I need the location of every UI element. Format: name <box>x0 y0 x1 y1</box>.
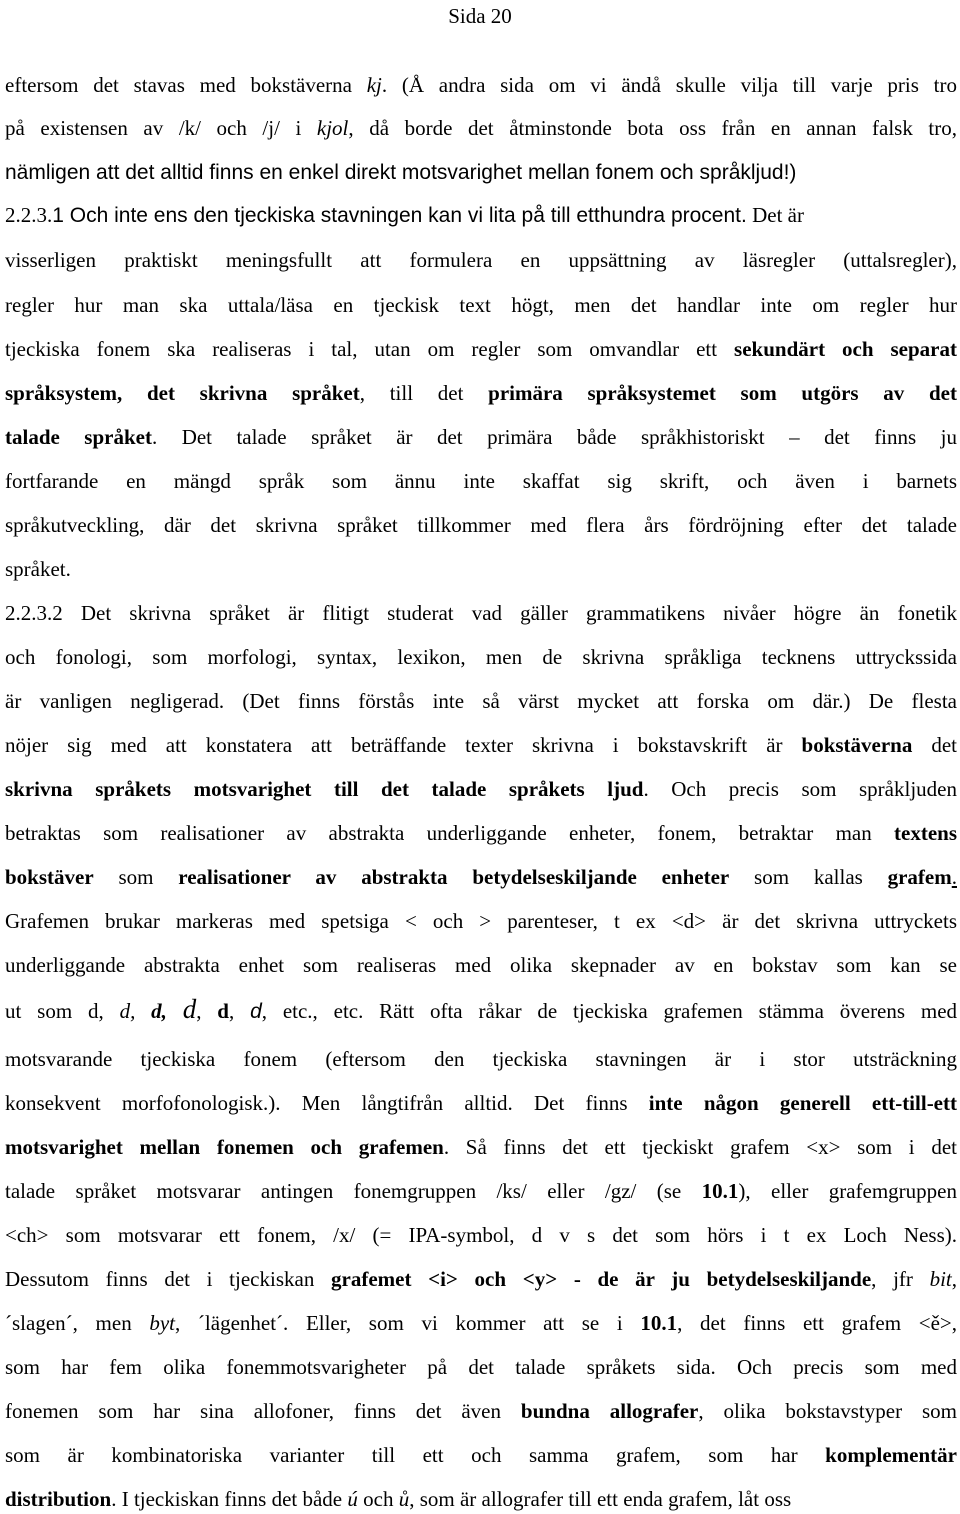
text-segment: 10.1 <box>701 1179 739 1203</box>
text-segment <box>135 999 151 1023</box>
text-segment: språket. <box>5 557 71 581</box>
text-segment: grafemet <i> och <y> - de är ju betydelseskiljande <box>331 1267 872 1291</box>
text-line <box>5 730 957 760</box>
text-line <box>5 686 957 716</box>
text-line <box>5 1220 957 1250</box>
text-segment: 1 Och inte ens den tjeckiska stavningen kan vi lita på till etthundra procent. <box>52 204 747 227</box>
text-line <box>5 642 957 672</box>
text-segment: d <box>250 1000 262 1023</box>
text-segment: Grafemen brukar markeras med spetsiga < och > parenteser, t ex <d> är det skrivna uttryckets <box>5 909 957 933</box>
text-segment: som har fem olika fonemmotsvarigheter på det talade språkets sida. Och precis som med <box>5 1355 957 1379</box>
text-segment: Dessutom finns det i tjeckiskan <box>5 1267 331 1291</box>
text-segment: som <box>93 865 179 889</box>
text-segment: språkutveckling, där det skrivna språket tillkommer med flera års fördröjning efter det talade <box>5 513 957 537</box>
text-segment: byt <box>149 1311 176 1335</box>
text-segment: 10.1 <box>640 1311 678 1335</box>
text-segment: <ch> som motsvarar ett fonem, /x/ (= IPA-symbol, d v s det som hörs i t ex Loch Ness). <box>5 1223 957 1247</box>
text-segment: , som är allografer till ett enda grafem, låt oss <box>409 1487 792 1511</box>
text-line <box>5 1396 957 1426</box>
text-segment: underliggande abstrakta enhet som realiseras med olika skepnader av en bokstav som kan se <box>5 953 957 977</box>
text-line <box>5 1352 957 1382</box>
text-segment: . Så finns det ett tjeckiskt grafem <x> som i det <box>443 1135 957 1159</box>
text-segment: regler hur man ska uttala/läsa en tjeckisk text högt, men det handlar inte om regler hur <box>5 293 957 317</box>
text-line <box>5 906 957 936</box>
text-line <box>5 1088 957 1118</box>
text-segment: d <box>182 994 197 1024</box>
text-segment: fortfarande en mängd språk som ännu inte skaffat sig skrift, och även i barnets <box>5 469 957 493</box>
text-segment: , då borde det åtminstonde bota oss från en annan falsk tro, <box>348 116 957 140</box>
text-segment: grafem <box>887 865 952 889</box>
text-segment: distribution <box>5 1487 112 1511</box>
text-line <box>5 1044 957 1074</box>
text-segment: konsekvent morfofonologisk.). Men långtifrån alltid. Det finns <box>5 1091 649 1115</box>
text-line <box>5 1484 957 1514</box>
text-segment: bokstäver <box>5 865 94 889</box>
text-segment: , ´lägenhet´. Eller, som vi kommer att se i <box>175 1311 641 1335</box>
text-segment: . Det talade språket är det primära både språkhistoriskt – det finns ju <box>151 425 957 449</box>
text-segment: nöjer sig med att konstatera att beträffande texter skrivna i bokstavskrift är <box>5 733 802 757</box>
text-segment: skrivna språkets motsvarighet till det talade språkets ljud <box>5 777 644 801</box>
text-line <box>5 1132 957 1162</box>
text-segment: tjeckiska fonem ska realiseras i tal, utan om regler som omvandlar ett <box>5 337 735 361</box>
text-segment: d, <box>151 999 167 1023</box>
text-segment: kjol <box>316 116 349 140</box>
text-segment: komplementär <box>825 1443 957 1467</box>
text-line <box>5 994 957 1024</box>
text-segment <box>167 999 183 1023</box>
text-segment: betraktas som realisationer av abstrakta underliggande enheter, fonem, betraktar man <box>5 821 895 845</box>
text-segment: språksystem, det skrivna språket <box>5 381 360 405</box>
text-line <box>5 290 957 320</box>
text-line <box>5 598 957 628</box>
text-segment: , jfr <box>871 1267 930 1291</box>
text-line <box>5 1176 957 1206</box>
text-line <box>5 950 957 980</box>
text-segment: , det finns ett grafem <ě>, <box>677 1311 958 1335</box>
text-segment: talade språket <box>5 425 152 449</box>
text-segment: . (Å andra sida om vi ändå skulle vilja till varje pris tro <box>381 73 957 97</box>
text-line <box>5 1308 957 1338</box>
text-line <box>5 862 957 892</box>
text-segment: ů <box>398 1487 410 1511</box>
text-segment: kj <box>366 73 382 97</box>
text-segment: textens <box>894 821 957 845</box>
text-segment: är vanligen negligerad. (Det finns förstås inte så värst mycket att forska om där.) De flesta <box>5 689 957 713</box>
text-segment: realisationer av abstrakta betydelseskiljande enheter <box>178 865 730 889</box>
text-segment: , <box>196 999 218 1023</box>
text-segment: , olika bokstavstyper som <box>698 1399 957 1423</box>
text-line <box>5 334 957 364</box>
text-segment: och <box>357 1487 399 1511</box>
text-segment: inte någon generell ett-till-ett <box>648 1091 957 1115</box>
text-line <box>5 818 957 848</box>
text-segment: , etc., etc. Rätt ofta råkar de tjeckiska grafemen stämma överens med <box>261 999 958 1023</box>
text-segment: nämligen att det alltid finns en enkel direkt motsvarighet mellan fonem och språkljud!) <box>5 161 797 184</box>
text-segment: bit <box>929 1267 952 1291</box>
text-segment: Det är <box>746 203 804 227</box>
text-segment: bundna allografer <box>520 1399 699 1423</box>
text-segment: , <box>951 1267 957 1291</box>
text-segment: 2.2.3. <box>5 203 53 227</box>
text-segment: ), eller grafemgruppen <box>738 1179 957 1203</box>
text-segment: visserligen praktiskt meningsfullt att formulera en uppsättning av läsregler (uttalsregler), <box>5 248 957 272</box>
text-line <box>5 1440 957 1470</box>
text-segment: som är kombinatoriska varianter till ett och samma grafem, som har <box>5 1443 826 1467</box>
text-line <box>5 70 957 100</box>
text-line <box>5 466 957 496</box>
text-line <box>5 1264 957 1294</box>
text-segment: sekundärt och separat <box>734 337 957 361</box>
text-segment: d, <box>119 999 136 1023</box>
text-segment: . Och precis som språkljuden <box>643 777 957 801</box>
text-line <box>5 245 957 275</box>
text-segment: bokstäverna <box>801 733 913 757</box>
text-segment: , till det <box>359 381 489 405</box>
text-line <box>5 554 957 584</box>
page-number: Sida 20 <box>448 4 512 28</box>
text-segment: och fonologi, som morfologi, syntax, lexikon, men de skrivna språkliga tecknens uttryckssida <box>5 645 957 669</box>
text-segment: det <box>912 733 958 757</box>
text-segment: ú <box>347 1487 358 1511</box>
text-segment: . I tjeckiskan finns det både <box>111 1487 348 1511</box>
text-segment: d <box>217 999 229 1023</box>
text-segment: eftersom det stavas med bokstäverna <box>5 73 367 97</box>
text-line <box>5 510 957 540</box>
text-line <box>5 200 957 230</box>
text-line <box>5 157 957 187</box>
text-line <box>5 378 957 408</box>
text-line <box>5 774 957 804</box>
text-line <box>5 422 957 452</box>
text-segment: ´slagen´, men <box>5 1311 150 1335</box>
text-segment: , <box>228 999 251 1023</box>
text-segment: 2.2.3.2 Det skrivna språket är flitigt studerat vad gäller grammatikens nivåer högre än fonetik <box>5 601 957 625</box>
text-segment: ut som d, <box>5 999 120 1023</box>
text-segment: . <box>951 865 957 889</box>
text-line <box>5 113 957 143</box>
text-segment: som kallas <box>729 865 888 889</box>
text-segment: primära språksystemet som utgörs av det <box>488 381 957 405</box>
text-segment: på existensen av /k/ och /j/ i <box>5 116 317 140</box>
text-segment: motsvarighet mellan fonemen och grafemen <box>5 1135 444 1159</box>
text-segment: talade språket motsvarar antingen fonemgruppen /ks/ eller /gz/ (se <box>5 1179 702 1203</box>
text-segment: fonemen som har sina allofoner, finns det även <box>5 1399 521 1423</box>
text-segment: motsvarande tjeckiska fonem (eftersom den tjeckiska stavningen är i stor utsträckning <box>5 1047 957 1071</box>
